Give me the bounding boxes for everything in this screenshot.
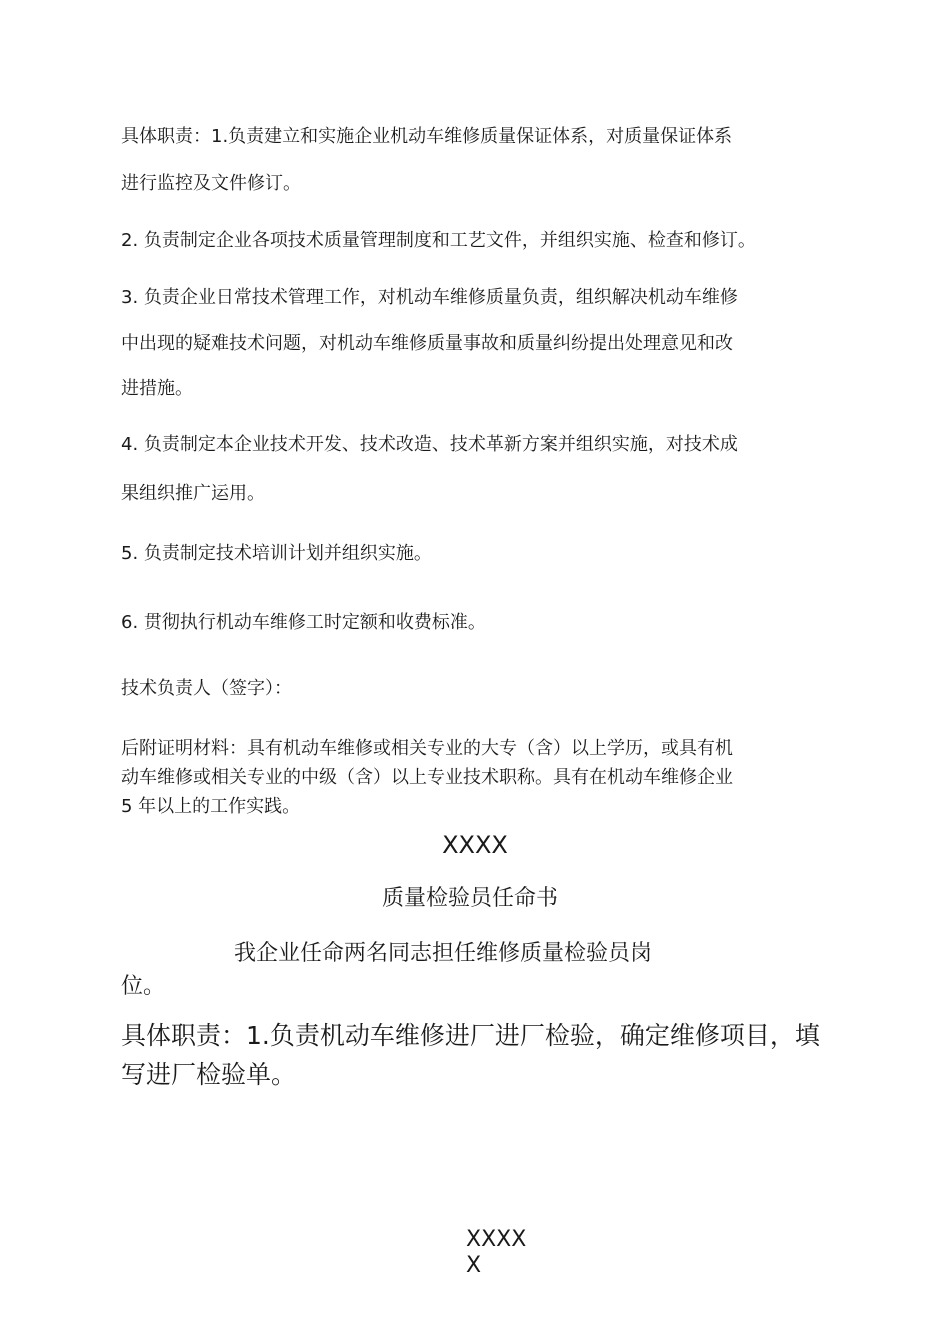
company-name: XXXX	[442, 831, 508, 859]
intro-line-1: 我企业任命两名同志担任维修质量检验员岗	[234, 941, 653, 966]
attachment-line-3: 5 年以上的工作实践。	[121, 796, 301, 817]
inspector-duty-line-1: 具体职责：1.负责机动车维修进厂进厂检验，确定维修项目，填	[121, 1021, 820, 1050]
footer-company-line-1: XXXX	[466, 1227, 527, 1252]
duty-item-3-line-3: 进措施。	[121, 378, 193, 399]
footer-company-line-2: X	[466, 1253, 482, 1278]
inspector-duty-line-2: 写进厂检验单。	[121, 1060, 297, 1089]
duty-item-5: 5. 负责制定技术培训计划并组织实施。	[121, 543, 432, 564]
duty-line-2: 进行监控及文件修订。	[121, 173, 301, 194]
duty-line-1: 具体职责：1.负责建立和实施企业机动车维修质量保证体系，对质量保证体系	[121, 126, 733, 147]
duty-item-3-line-2: 中出现的疑难技术问题，对机动车维修质量事故和质量纠纷提出处理意见和改	[121, 333, 733, 354]
duty-item-4-line-2: 果组织推广运用。	[121, 483, 265, 504]
duty-item-2: 2. 负责制定企业各项技术质量管理制度和工艺文件，并组织实施、检查和修订。	[121, 230, 756, 251]
signature-label: 技术负责人（签字）：	[121, 678, 292, 699]
page-title: 质量检验员任命书	[381, 886, 558, 911]
duty-item-3-line-1: 3. 负责企业日常技术管理工作，对机动车维修质量负责，组织解决机动车维修	[121, 287, 738, 308]
duty-item-6: 6. 贯彻执行机动车维修工时定额和收费标准。	[121, 612, 486, 633]
intro-line-2: 位。	[121, 974, 166, 999]
attachment-line-2: 动车维修或相关专业的中级（含）以上专业技术职称。具有在机动车维修企业	[121, 767, 733, 788]
duty-item-4-line-1: 4. 负责制定本企业技术开发、技术改造、技术革新方案并组织实施，对技术成	[121, 434, 738, 455]
attachment-line-1: 后附证明材料：具有机动车维修或相关专业的大专（含）以上学历，或具有机	[121, 738, 733, 759]
